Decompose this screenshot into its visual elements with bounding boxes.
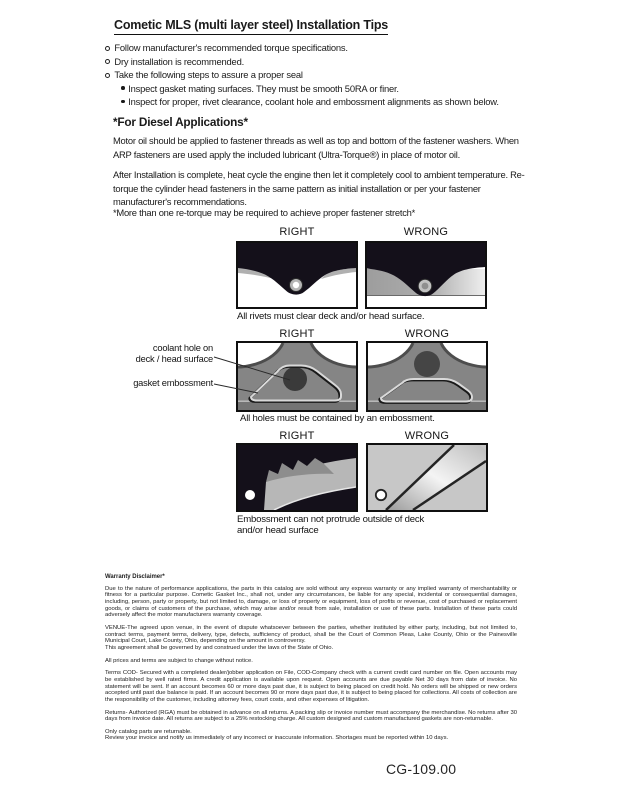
tip-text: Dry installation is recommended. [114,55,244,67]
tip-text: Follow manufacturer's recommended torque specifications. [114,42,348,53]
wrong-label: WRONG [404,328,450,340]
tip-text: Inspect for proper, rivet clearance, coolant hole and embossment alignments as shown below. [128,96,499,107]
rivet-clearance-wrong-icon [367,243,485,307]
warranty-paragraph: Due to the nature of performance applications, the parts in this catalog are sold without any express warranty or any implied warranty of merchantability or fitness for a particular purpose. Cometic Gasket Inc., shall not, under any circumstances, be liable for any special, incidental or consequential damages, including, person, party or property, but not limited to, damage, or loss of property or equipment, loss of profits or revenue, cost of purchased or replacement goods, or claims of customers of the purchase, which may arise and/or result from sale, installation or use of these parts. Installation of these parts could adversely affect the motor manufacturers warranty coverage. [105,585,517,619]
diagram-protrude-wrong [366,443,488,512]
coolant-hole-label-line1: coolant hole on [152,343,213,353]
installation-tips-list [105,41,499,109]
gasket-embossment-label: gasket embossment [133,378,213,388]
right-label: RIGHT [279,328,315,340]
warranty-paragraph: VENUE-The agreed upon venue, in the event of dispute whatsoever between the parties, whether instituted by either party, including, but not limited to, contract terms, payment terms, delivery, type, defects, sufficiency of product, shall be the Court of Common Pleas, Lake County, Ohio or the Painesville Municipal Court, Lake County, Ohio, depending on the amount in controversy. [105,624,517,645]
tip-text: Inspect gasket mating surfaces. They must be smooth 50RA or finer. [128,82,399,94]
list-item [105,55,499,69]
wrong-label: WRONG [404,430,450,442]
filled-bullet-icon [121,100,125,104]
list-item [121,82,499,96]
warranty-paragraph: This agreement shall be governed by and construed under the laws of the State of Ohio. [105,644,334,651]
holes-caption: All holes must be contained by an embossment. [240,413,435,424]
embossment-wrong-icon [368,445,486,510]
wrong-label: WRONG [403,226,449,238]
warranty-paragraph: Only catalog parts are returnable. [105,728,192,735]
hole-contained-correct-icon [238,343,356,410]
warranty-paragraph: Terms COD- Secured with a completed dealer/jobber application on File, COD-Company check with a current credit card number on file. Open accounts may be established by well rated firms. A credit application is available upon request. Open accounts are due payable Net 30 days from date of invoice. No statement will be sent. If an account becomes 60 or more days past due, it is subject to being placed on credit hold. No orders will be shipped or new orders accepted until past due balance is paid. If an account becomes 90 or more days past due, it is subject to being placed for collections. All costs of collection are the responsibility of the customer, including attorney fees, court costs, and other expenses of litigation. [105,670,517,703]
hollow-bullet-icon [105,73,110,78]
diagram-rivet-right [236,241,358,309]
list-item [105,41,499,55]
list-item [121,95,499,109]
page-title: Cometic MLS (multi layer steel) Installation Tips [114,18,388,35]
diesel-applications-heading: *For Diesel Applications* [113,115,248,129]
page-code: CG-109.00 [386,761,457,777]
warranty-heading: Warranty Disclaimer* [105,574,165,580]
diagram-protrude-right [236,443,358,512]
diagram-holes-wrong [366,341,488,412]
warranty-paragraph: Review your invoice and notify us immediately of any incorrect or inaccurate information. Shortages must be reported within 10 days. [105,735,449,742]
hole-contained-wrong-icon [368,343,486,410]
protrude-caption [237,514,424,536]
protrude-caption-line1: Embossment can not protrude outside of deck [237,514,425,525]
diesel-paragraph-2: After Installation is complete, heat cycle the engine then let it completely cool to ambient temperature. Re-torque the cylinder head fasteners in the same pattern as initial installation or per your fastener manufacturer's recommendations. [113,169,525,208]
coolant-hole-label-line2: deck / head surface [135,353,213,364]
diagram-rivet-wrong [365,241,487,309]
hollow-bullet-icon [105,59,110,64]
warranty-paragraph: All prices and terms are subject to change without notice. [105,657,253,664]
diagram-holes-right [236,341,358,412]
warranty-paragraph: Returns- Authorized (RGA) must be obtained in advance on all returns. A packing slip or invoice number must accompany the merchandise. No returns after 30 days from invoice date. All returns are subject to a 25% restocking charge. All custom designed and custom manufactured gaskets are non-returnable. [105,709,517,723]
right-label: RIGHT [279,226,315,238]
warranty-disclaimer [105,574,517,748]
coolant-hole-label [85,343,213,364]
filled-bullet-icon [121,86,125,90]
embossment-correct-icon [238,445,356,510]
protrude-caption-line2: and/or head surface [237,525,319,536]
retorque-note: *More than one re-torque may be required to achieve proper fastener stretch* [113,207,416,218]
list-item [105,68,499,82]
tip-text: Take the following steps to assure a proper seal [114,69,303,80]
right-label: RIGHT [279,430,315,442]
hollow-bullet-icon [105,46,110,51]
rivet-clearance-correct-icon [238,243,356,307]
diesel-paragraph-1: Motor oil should be applied to fastener threads as well as top and bottom of the fastener washers. When ARP fasteners are used apply the included lubricant (Ultra-Torque®) in place of motor oil. [113,135,519,160]
rivet-caption: All rivets must clear deck and/or head surface. [237,311,425,322]
